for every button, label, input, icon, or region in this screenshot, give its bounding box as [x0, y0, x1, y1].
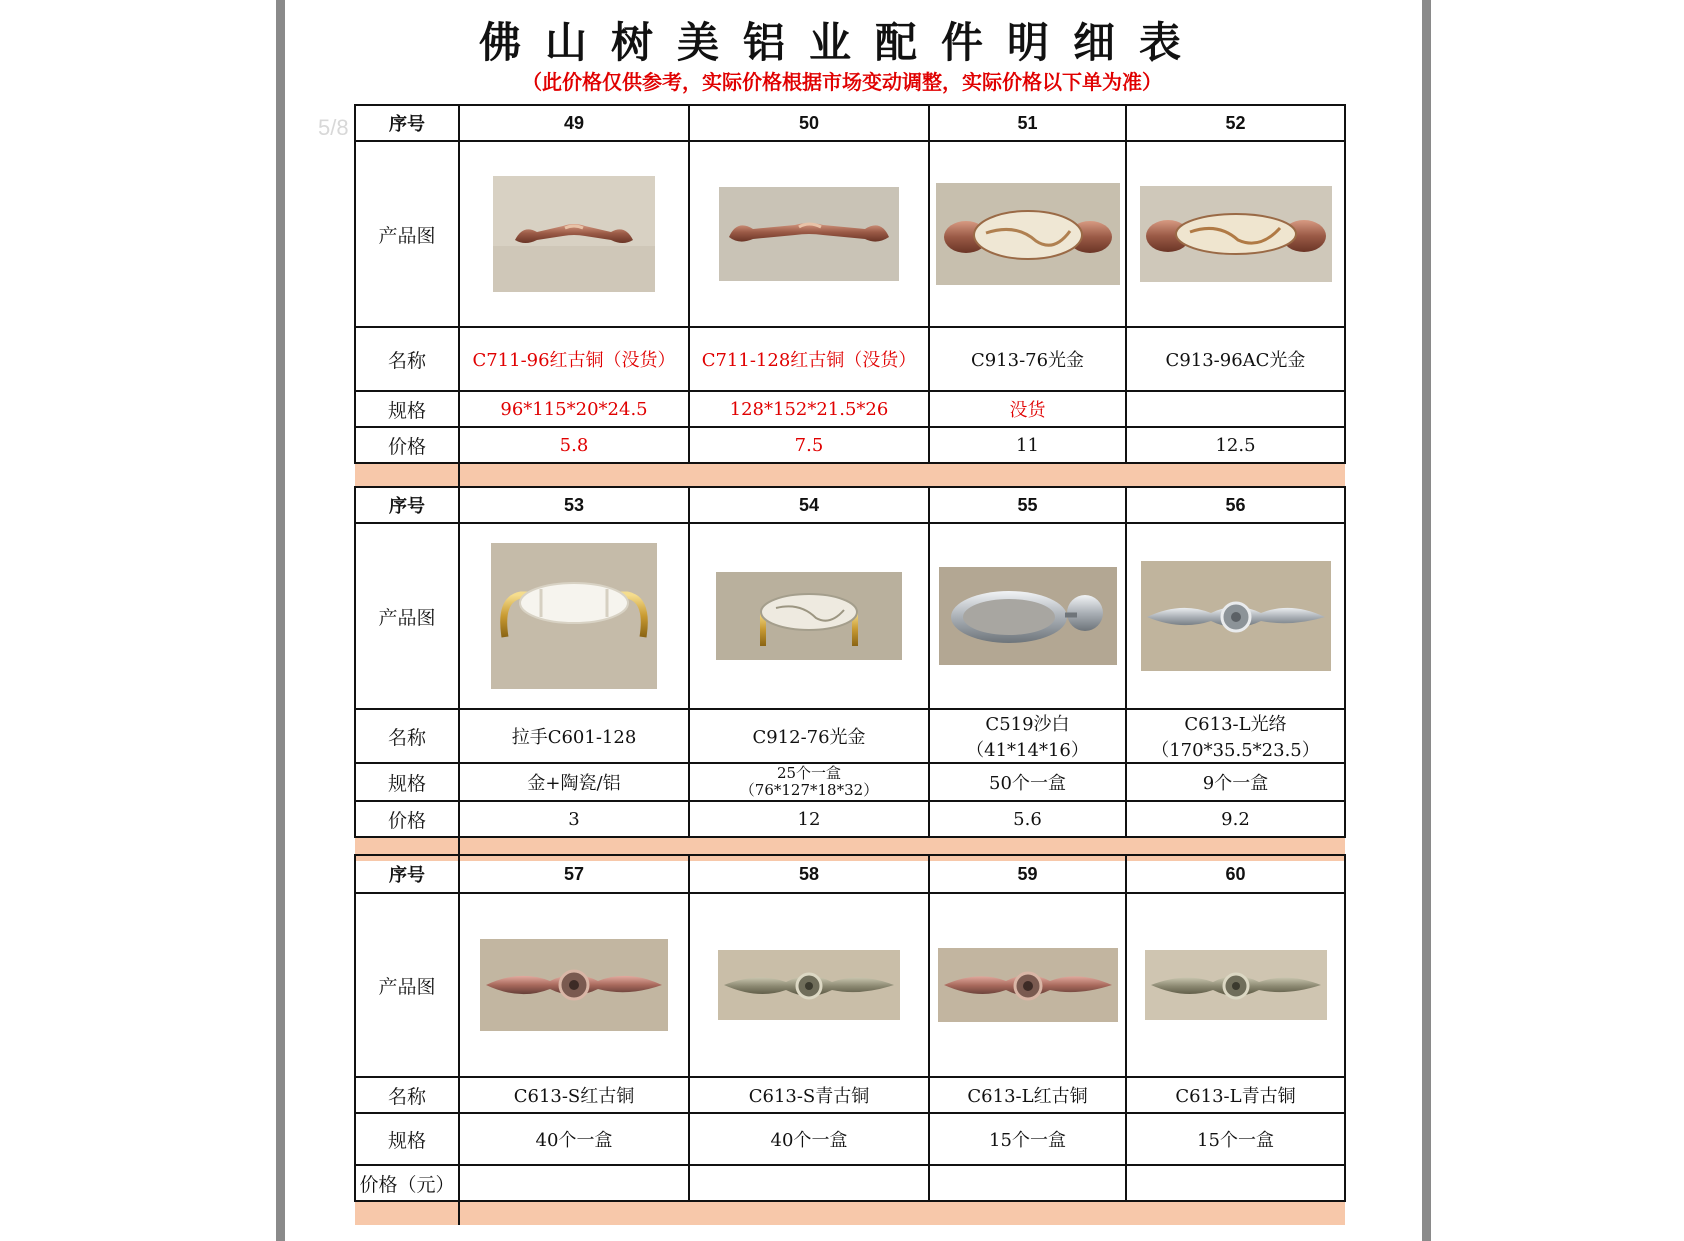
seq-cell: 54: [689, 487, 929, 523]
spec-cell: 15个一盒: [1126, 1113, 1345, 1165]
price-label: 价格: [355, 427, 459, 463]
image-row: [355, 523, 1345, 709]
spec-row: [355, 1113, 1345, 1165]
product-image-cell: [929, 893, 1126, 1077]
separator-cell: [459, 463, 1345, 487]
product-image-cell: [929, 523, 1126, 709]
seq-cell: 49: [459, 105, 689, 141]
name-cell: C711-96红古铜（没货）: [459, 327, 689, 391]
product-photo[interactable]: [719, 187, 899, 281]
spec-cell: [1126, 391, 1345, 427]
product-table-section-1: [354, 104, 1346, 487]
name-cell: [929, 709, 1126, 763]
name-cell: 拉手C601-128: [459, 709, 689, 763]
price-cell: [459, 1165, 689, 1201]
product-photo[interactable]: [491, 543, 657, 689]
image-row: [355, 141, 1345, 327]
product-table-section-2: [354, 486, 1346, 861]
product-photo[interactable]: [1145, 950, 1327, 1020]
price-label: 价格: [355, 801, 459, 837]
name-cell: C912-76光金: [689, 709, 929, 763]
name-label: 名称: [355, 327, 459, 391]
product-table-section-3: [354, 854, 1346, 1225]
price-row: [355, 1165, 1345, 1201]
product-image-cell: [459, 141, 689, 327]
separator-row: [355, 1201, 1345, 1225]
price-label: 价格（元）: [355, 1165, 459, 1201]
name-dimensions: （170*35.5*23.5）: [1151, 740, 1320, 761]
seq-cell: 53: [459, 487, 689, 523]
name-cell: C913-76光金: [929, 327, 1126, 391]
seq-cell: 58: [689, 855, 929, 893]
price-cell: 12: [689, 801, 929, 837]
price-cell: [689, 1165, 929, 1201]
product-photo[interactable]: [716, 572, 902, 660]
seq-row: [355, 105, 1345, 141]
price-cell: 5.6: [929, 801, 1126, 837]
name-cell: C711-128红古铜（没货）: [689, 327, 929, 391]
spec-row: [355, 763, 1345, 801]
product-image-cell: [929, 141, 1126, 327]
seq-cell: 55: [929, 487, 1126, 523]
spec-cell: 96*115*20*24.5: [459, 391, 689, 427]
product-photo[interactable]: [939, 567, 1117, 665]
image-label: 产品图: [355, 141, 459, 327]
product-image-cell: [689, 523, 929, 709]
seq-cell: 60: [1126, 855, 1345, 893]
image-row: [355, 893, 1345, 1077]
spec-label: 规格: [355, 391, 459, 427]
product-photo[interactable]: [936, 183, 1120, 285]
product-image-cell: [1126, 523, 1345, 709]
seq-row: [355, 855, 1345, 893]
spec-cell: [689, 763, 929, 801]
price-disclaimer: （此价格仅供参考，实际价格根据市场变动调整，实际价格以下单为准）: [522, 70, 1162, 94]
spec-line: 25个一盒: [776, 764, 842, 782]
name-row: [355, 709, 1345, 763]
product-image-cell: [1126, 893, 1345, 1077]
name-cell: C613-L红古铜: [929, 1077, 1126, 1113]
seq-label: 序号: [355, 105, 459, 141]
left-scrollbar-edge: [276, 0, 285, 1241]
name-cell: C613-S青古铜: [689, 1077, 929, 1113]
seq-row: [355, 487, 1345, 523]
spec-label: 规格: [355, 763, 459, 801]
spec-cell: 40个一盒: [459, 1113, 689, 1165]
name-cell: [1126, 709, 1345, 763]
product-image-cell: [459, 523, 689, 709]
image-label: 产品图: [355, 523, 459, 709]
separator-cell: [459, 1201, 1345, 1225]
product-photo[interactable]: [1141, 561, 1331, 671]
price-cell: 5.8: [459, 427, 689, 463]
seq-cell: 56: [1126, 487, 1345, 523]
name-label: 名称: [355, 1077, 459, 1113]
product-image-cell: [689, 893, 929, 1077]
separator-cell: [355, 1201, 459, 1225]
product-photo[interactable]: [938, 948, 1118, 1022]
price-cell: 12.5: [1126, 427, 1345, 463]
spec-cell: 金+陶瓷/铝: [459, 763, 689, 801]
spec-cell: 128*152*21.5*26: [689, 391, 929, 427]
spec-cell: 40个一盒: [689, 1113, 929, 1165]
name-label: 名称: [355, 709, 459, 763]
product-photo[interactable]: [480, 939, 668, 1031]
seq-cell: 59: [929, 855, 1126, 893]
product-image-cell: [1126, 141, 1345, 327]
page-indicator: 5/8: [318, 115, 349, 140]
seq-cell: 50: [689, 105, 929, 141]
name-line: C613-L光络: [1184, 714, 1287, 735]
product-photo[interactable]: [493, 176, 655, 292]
price-cell: 11: [929, 427, 1126, 463]
spec-cell: 50个一盒: [929, 763, 1126, 801]
price-cell: 3: [459, 801, 689, 837]
product-image-cell: [459, 893, 689, 1077]
right-scrollbar-edge: [1422, 0, 1431, 1241]
name-line: C519沙白: [985, 714, 1070, 735]
seq-cell: 57: [459, 855, 689, 893]
seq-cell: 51: [929, 105, 1126, 141]
price-row: [355, 801, 1345, 837]
product-photo[interactable]: [718, 950, 900, 1020]
price-row: [355, 427, 1345, 463]
name-row: [355, 1077, 1345, 1113]
spec-cell: 没货: [929, 391, 1126, 427]
name-dimensions: （41*14*16）: [966, 740, 1089, 761]
price-cell: 7.5: [689, 427, 929, 463]
price-cell: [1126, 1165, 1345, 1201]
spec-row: [355, 391, 1345, 427]
separator-row: [355, 463, 1345, 487]
spec-dimensions: （76*127*18*32）: [739, 781, 879, 799]
page-title: 佛山树美铝业配件明细表: [478, 18, 1205, 67]
price-cell: 9.2: [1126, 801, 1345, 837]
seq-cell: 52: [1126, 105, 1345, 141]
seq-label: 序号: [355, 487, 459, 523]
spec-label: 规格: [355, 1113, 459, 1165]
image-label: 产品图: [355, 893, 459, 1077]
seq-label: 序号: [355, 855, 459, 893]
name-cell: C613-S红古铜: [459, 1077, 689, 1113]
name-cell: C913-96AC光金: [1126, 327, 1345, 391]
spec-cell: 15个一盒: [929, 1113, 1126, 1165]
price-cell: [929, 1165, 1126, 1201]
separator-cell: [355, 463, 459, 487]
name-cell: C613-L青古铜: [1126, 1077, 1345, 1113]
product-image-cell: [689, 141, 929, 327]
name-row: [355, 327, 1345, 391]
product-photo[interactable]: [1140, 186, 1332, 282]
spec-cell: 9个一盒: [1126, 763, 1345, 801]
